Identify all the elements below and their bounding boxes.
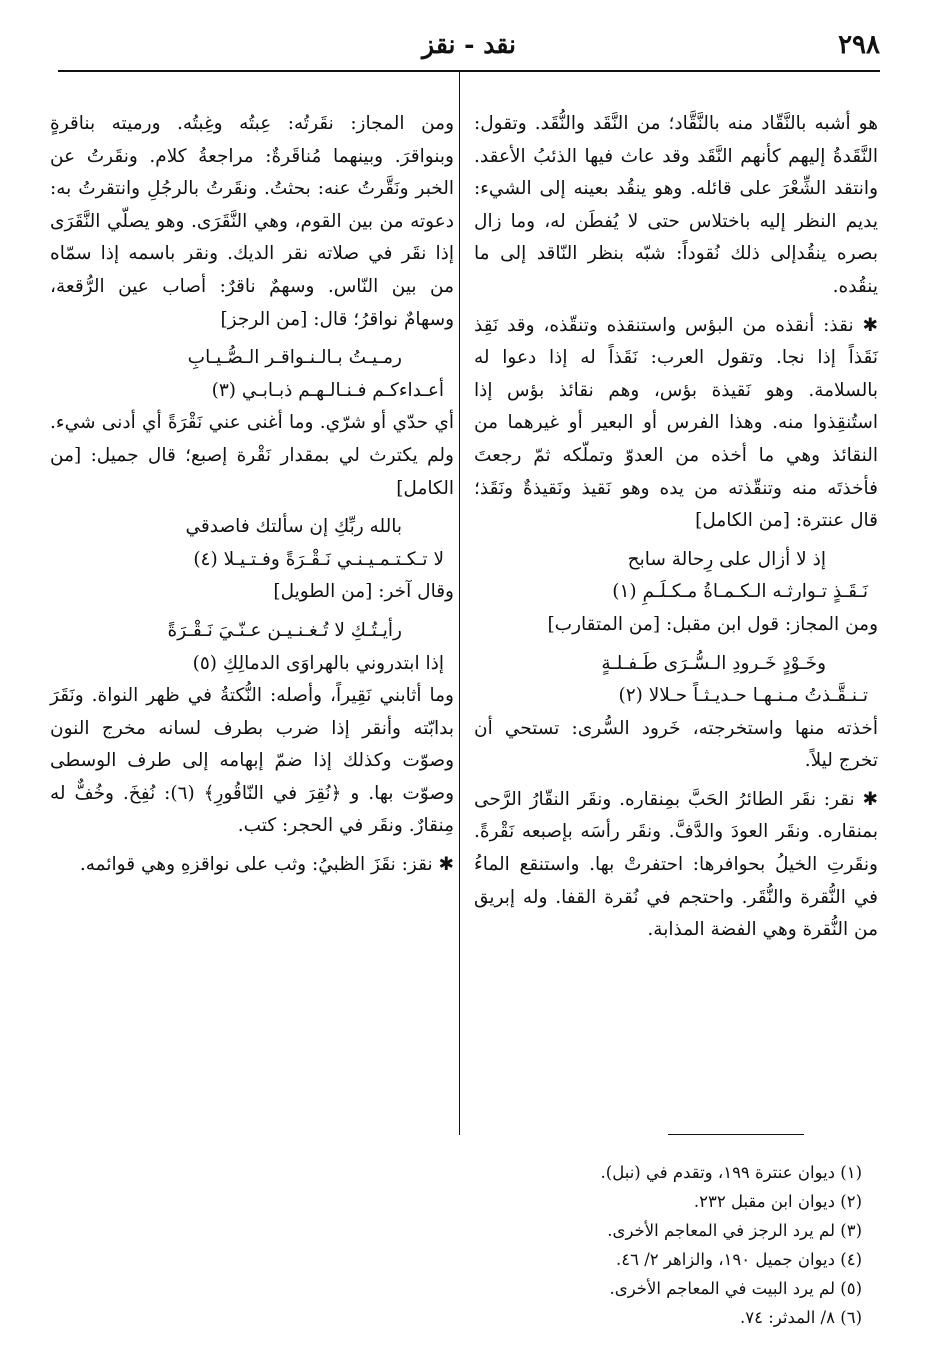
verse-line: أعـداءكـم فـنـالـهـم ذبـابـي (٣) [211, 379, 444, 401]
entry-naqr-majaz: ومن المجاز: نقَرتُه: عِبتُه وغِبتُه. ورميته بناقرةٍ وبنواقرَ. وبينهما مُناقَرةٌ: مراجعةُ كلام. ونقَرتُ عن الخبر ونَقَّرتُ عنه: بحثتُ. ونقَرتُ بالرجُلِ وانتقرتُ به: دعوته من بين القوم، وهي النَّقَرَى. وهو يصلّي النَّقَرَى إذا نقَر في صلاته نقر الديك. ونقر باسمه إذا سمّاه من بين النّاس. وسهمٌ ناقرٌ: أصاب عين الرُّقعة، وسهامٌ نواقرُ؛ قال: [من الرجز] [50, 113, 454, 330]
attribution-line: وقال آخر: [من الطويل] [273, 581, 454, 603]
left-column [50, 108, 454, 888]
entry-naqz: ✱ نقز: نقَزَ الظبيُ: وثب على نواقزهِ وهي قوائمه. [79, 854, 454, 876]
verse-gloss: أخذته منها واستخرجته، خَرود السُّرى: تستحي أن تخرج ليلاً. [474, 717, 878, 772]
entry-naqr: ✱ نقر: نقَر الطائرُ الحَبَّ بمِنقاره. ونقَر النقّارُ الرَّحى بمنقاره. ونقَر العودَ والدَّفَّ. ونقَر رأسَه بإصبعه نَقْرةً. ونقَرتِ الخيلُ بحوافرها: احتفرتْ بها. واستنقع الماءُ في النُّقرة والنُّقَر. واحتجم في نُقرة القفا. وله إبريق من النُّقرة وهي الفضة المذابة. [474, 788, 878, 941]
footnotes [302, 1158, 862, 1332]
footnote: (٣) لم يرد الرجز في المعاجم الأخرى. [607, 1221, 862, 1240]
footnote: (٥) لم يرد البيت في المعاجم الأخرى. [609, 1279, 862, 1298]
verse-line: وخَـوْدٍ خَـرودِ الـسُّـرَى طَـفـلـةٍ [601, 652, 826, 674]
page-title: نقد - نقز [422, 30, 516, 59]
page-number: ٢٩٨ [838, 30, 880, 60]
verse-line: نَـقَـذٍ تـوارثـه الـكـمـاةُ مـكـلَـمِ (١) [612, 581, 868, 603]
column-divider [459, 71, 460, 1135]
entry-naqadh: ✱ نقذ: أنقذه من البؤس واستنقذه وتنقّذه، وقد نَقِذ نَقَذاً إذا نجا. وتقول العرب: نَقَذاً له إذا دعوا له بالسلامة. وهو نَقيذة بؤس، وهم نقائذ بؤس إذا استُنقِذوا منه. وهذا الفرس أو البعير أو غيرهما من النقائذ وهي ما أخذه من العدوّ وتملّكه ثمّ رجعتَ فأخذتَه منه وتنقّذته من يده وهو نَقيذ ونَقيذةٌ ونَقَذ؛ قال عنترة: [من الكامل] [474, 314, 878, 532]
majaz-line: ومن المجاز: قول ابن مقبل: [من المتقارب] [547, 613, 878, 635]
verse-line: إذ لا أزال على رِحالة سابح [627, 548, 826, 570]
footnote: (٢) ديوان ابن مقبل ٢٣٢. [693, 1192, 862, 1211]
verse-line: رمـيـتُ بـالـنـواقـر الـصُّـيـابِ [187, 347, 402, 369]
gloss-paragraph: وما أثابني نَقِيراً، وأصله: النُّكتةُ في ظهر النواة. ونَقَرَ بدابّته وأنقر إذا ضرب بطرف لسانه مخرج النون وصوّت وكذلك إذا ضمّ إبهامه إلى طرف الوسطى وصوّت بها. و ﴿نُقِرَ في النّاقُورِ﴾ (٦): نُفِخَ. وخُفٌّ له مِنقارٌ. ونقَر في الحجر: كتب. [50, 685, 454, 837]
verse-line: رأيـتُـكِ لا تُـغـنـيـن عـنّـيَ نَـقْـرَةً [167, 619, 402, 641]
right-column [474, 108, 878, 953]
footnote-rule [668, 1134, 804, 1135]
entry-naqd-end: هو أشبه بالنَّقّاد منه بالنَّقَّاد؛ من النَّقَد والنُّقَد. وتقول: النَّقَدةُ إليهم كأنهم النَّقَد وقد عاث فيها الذئبُ الأعقد. وانتقد الشِّعْرَ على قائله. وهو ينقُد بعينه إلى الشيء: يديم النظر إليه باختلاس حتى لا يُفطَن له، وما زال بصره ينقُدإلى ذلك نُقوداً: شبّه بنظر النّاقد إلى ما ينقُده. [474, 113, 878, 297]
footnote: (٦) ٨/ المدثر: ٧٤. [740, 1308, 862, 1327]
verse-line: بالله ربِّكِ إن سألتك فاصدقي [185, 516, 402, 538]
footnote: (١) ديوان عنترة ١٩٩، وتقدم في (نبل). [600, 1163, 862, 1182]
gloss-paragraph: أي حدّي أو شرّي. وما أغنى عني نَقْرَةً أي أدنى شيء. ولم يكترث لي بمقدار نَقْرة إصبع؛ قال جميل: [من الكامل] [50, 412, 454, 499]
footnote: (٤) ديوان جميل ١٩٠، والزاهر ٢/ ٤٦. [615, 1250, 862, 1269]
verse-line: تـنـقَّـذتُ مـنـهـا حـديـثـاً حـلالا (٢) [618, 685, 868, 707]
verse-line: لا تـكـتـمـيـنـي نَـقْـرَةً وفـتـيـلا (٤) [193, 548, 444, 570]
verse-line: إذا ابتدروني بالهراوَى الدمالِكِ (٥) [192, 652, 444, 674]
header-rule [58, 70, 880, 72]
page-header [58, 30, 880, 68]
